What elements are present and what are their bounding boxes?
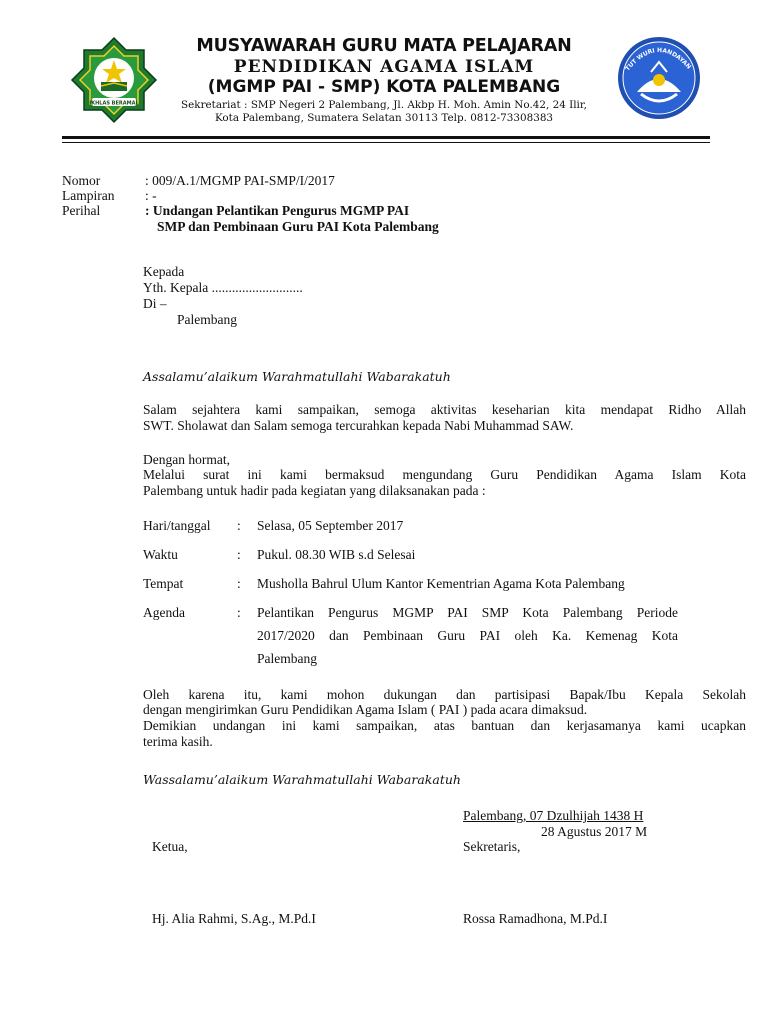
detail-value: Pelantikan Pengurus MGMP PAI SMP Kota Palembang Periode — [257, 605, 678, 620]
detail-separator: : — [237, 576, 241, 591]
letterhead-rule-thin — [62, 142, 710, 143]
detail-label: Waktu — [143, 547, 178, 562]
para3-line4: terima kasih. — [143, 734, 213, 749]
letterhead-address-line-2: Kota Palembang, Sumatera Selatan 30113 Telp. 0812-73308383 — [214, 112, 554, 124]
detail-separator: : — [237, 547, 241, 562]
left-logo-caption: IKHLAS BERAMAL — [89, 100, 139, 107]
detail-label: Agenda — [143, 605, 185, 620]
signature-left-name: Hj. Alia Rahmi, S.Ag., M.Pd.I — [152, 911, 316, 926]
perihal-value-line-1: : Undangan Pelantikan Pengurus MGMP PAI — [145, 203, 410, 218]
detail-label: Tempat — [143, 576, 184, 591]
right-logo-caption: TUT WURI HANDAYAN — [624, 46, 693, 73]
para3-line2: dengan mengirimkan Guru Pendidikan Agama Islam ( PAI ) pada acara dimaksud. — [143, 702, 588, 717]
para1-line1: Salam sejahtera kami sampaikan, semoga aktivitas keseharian kita mendapat Ridho Allah — [143, 402, 746, 417]
detail-value: Palembang — [257, 651, 317, 666]
para2-line2: Melalui surat ini kami bermaksud mengundang Guru Pendidikan Agama Islam Kota — [143, 467, 746, 482]
para1-line2: SWT. Sholawat dan Salam semoga tercurahkan kepada Nabi Muhammad SAW. — [143, 418, 574, 433]
detail-value: Selasa, 05 September 2017 — [257, 518, 404, 533]
date-hijri: Palembang, 07 Dzulhijah 1438 H — [463, 808, 644, 823]
signature-left-title: Ketua, — [152, 839, 188, 854]
para3-line3: Demikian undangan ini kami sampaikan, atas bantuan dan kerjasamanya kami ucapkan — [143, 718, 746, 733]
recipient-city: Palembang — [177, 312, 237, 327]
letterhead-org-name: MUSYAWARAH GURU MATA PELAJARAN — [196, 36, 572, 56]
perihal-label: Perihal — [62, 203, 101, 218]
lampiran-label: Lampiran — [62, 188, 115, 203]
signature-right-title: Sekretaris, — [463, 839, 521, 854]
para2-line1: Dengan hormat, — [143, 452, 230, 467]
letterhead-rule-thick — [62, 136, 710, 139]
detail-value: Pukul. 08.30 WIB s.d Selesai — [257, 547, 416, 562]
recipient-kepada: Kepada — [143, 264, 185, 279]
para2-line3: Palembang untuk hadir pada kegiatan yang dilaksanakan pada : — [143, 483, 486, 498]
letterhead-address-line-1: Sekretariat : SMP Negeri 2 Palembang, Jl. Akbp H. Moh. Amin No.42, 24 Ilir, — [181, 99, 587, 111]
detail-separator: : — [237, 518, 241, 533]
signature-right-name: Rossa Ramadhona, M.Pd.I — [463, 911, 608, 926]
opening-greeting: Assalamu’alaikum Warahmatullahi Wabarakatuh — [143, 369, 451, 384]
detail-value: Musholla Bahrul Ulum Kantor Kementrian Agama Kota Palembang — [257, 576, 625, 591]
recipient-di: Di – — [143, 296, 167, 311]
lampiran-value: : - — [145, 188, 157, 203]
closing-greeting: Wassalamu’alaikum Warahmatullahi Wabarakatuh — [143, 772, 461, 787]
recipient-yth: Yth. Kepala ........................... — [143, 280, 303, 295]
para3-line1: Oleh karena itu, kami mohon dukungan dan partisipasi Bapak/Ibu Kepala Sekolah — [143, 687, 746, 702]
detail-value: 2017/2020 dan Pembinaan Guru PAI oleh Ka. Kemenag Kota — [257, 628, 678, 643]
detail-separator: : — [237, 605, 241, 620]
tut-wuri-handayani-logo — [617, 36, 701, 120]
kementerian-agama-logo — [70, 36, 158, 124]
nomor-label: Nomor — [62, 173, 101, 188]
detail-label: Hari/tanggal — [143, 518, 211, 533]
perihal-value-line-2: SMP dan Pembinaan Guru PAI Kota Palembang — [157, 219, 439, 234]
nomor-value: : 009/A.1/MGMP PAI-SMP/I/2017 — [145, 173, 335, 188]
letterhead-org-short: (MGMP PAI - SMP) KOTA PALEMBANG — [207, 77, 561, 97]
date-masehi: 28 Agustus 2017 M — [541, 824, 648, 839]
letterhead-subject: PENDIDIKAN AGAMA ISLAM — [233, 57, 535, 77]
